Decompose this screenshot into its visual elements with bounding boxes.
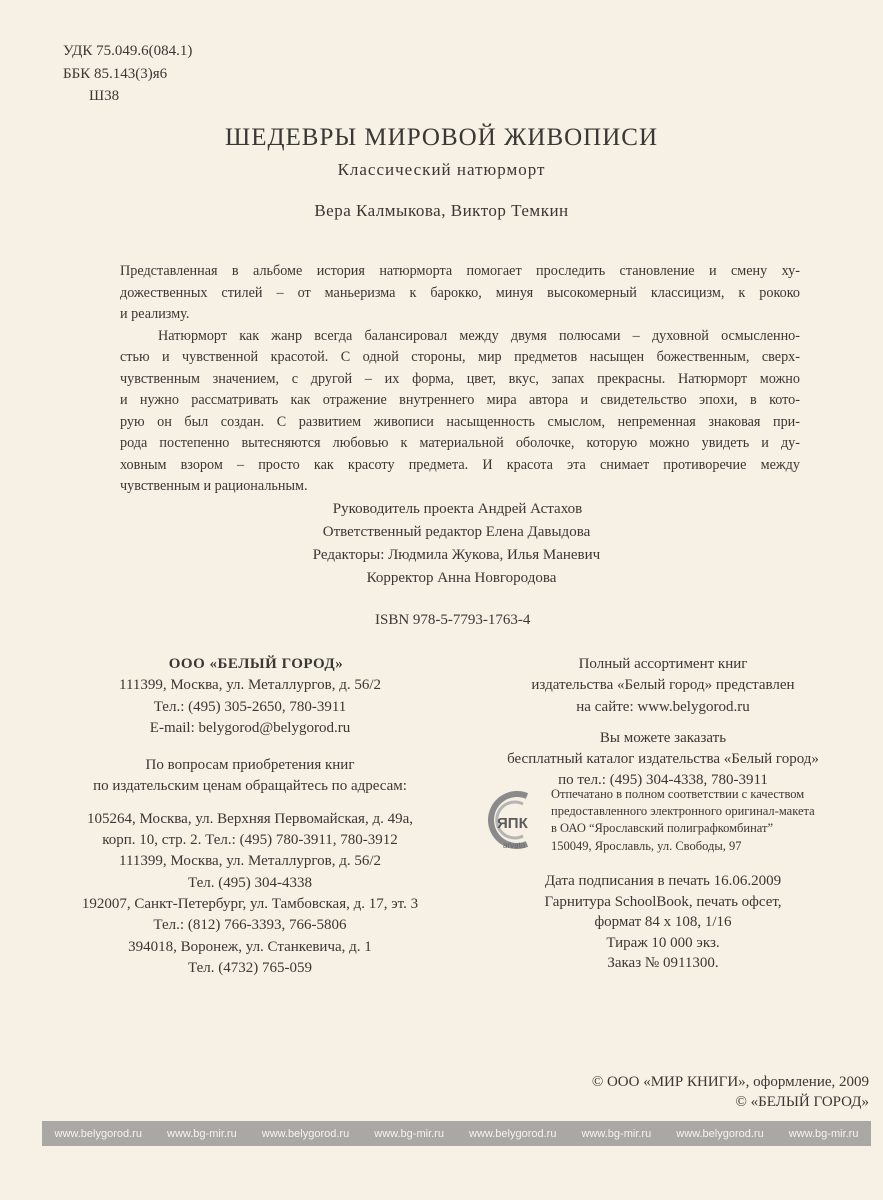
printing-text: [551, 786, 815, 855]
annotation-line: рую он был создан. С развитием живописи насыщенность смыслом, непременная знаковая при-: [120, 413, 800, 430]
annotation: [120, 261, 800, 498]
annotation-line: дожественных стилей – от маньеризма к барокко, минуя высокомерный классицизм, к рококо: [120, 284, 800, 301]
footer-link[interactable]: www.belygorod.ru: [54, 1127, 142, 1140]
store-address-line: 105264, Москва, ул. Верхняя Первомайская, д. 49а,: [87, 810, 413, 827]
bbk-code: ББК 85.143(3)я6: [63, 65, 168, 82]
copyright-line: © ООО «МИР КНИГИ», оформление, 2009: [591, 1074, 869, 1090]
purchase-intro-line: по издательским ценам обращайтесь по адресам:: [93, 778, 407, 795]
publisher-email: E-mail: belygorod@belygorod.ru: [149, 719, 351, 736]
footer-link[interactable]: www.belygorod.ru: [676, 1127, 764, 1140]
footer-link[interactable]: www.bg-mir.ru: [374, 1127, 444, 1140]
footer-link[interactable]: www.bg-mir.ru: [167, 1127, 237, 1140]
annotation-line: рода постепенно вытесняются любовью к материальной оболочке, которую можно увидеть и ду-: [120, 435, 800, 451]
annotation-line: ховным взором – просто как красоту предмета. И красота эта снимает противоречие между: [120, 456, 800, 473]
imprint-line: Тираж 10 000 экз.: [606, 934, 720, 951]
footer-links-bar: [42, 1121, 871, 1146]
annotation-paragraph-1: [120, 261, 800, 326]
printing-line: 150049, Ярославль, ул. Свободы, 97: [551, 838, 742, 853]
classification-codes: [63, 40, 192, 108]
imprint-line: Дата подписания в печать 16.06.2009: [544, 873, 782, 889]
book-subtitle: Классический натюрморт: [337, 160, 546, 179]
proofreader: Корректор Анна Новгородова: [366, 570, 557, 586]
publisher-phone: Тел.: (495) 305-2650, 780-3911: [153, 698, 347, 715]
annotation-line: Натюрморт как жанр всегда балансировал между двумя полюсами – духовной осмысленно-: [158, 327, 800, 344]
imprint-line: Гарнитура SchoolBook, печать офсет,: [544, 893, 782, 910]
copyright: [473, 1072, 869, 1112]
editors: Редакторы: Людмила Жукова, Илья Маневич: [312, 547, 601, 563]
printer-logo-subtext: arvato: [503, 841, 526, 850]
store-address-line: 192007, Санкт-Петербург, ул. Тамбовская, д. 17, эт. 3: [81, 895, 419, 912]
credits: [0, 498, 883, 590]
project-lead: Руководитель проекта Андрей Астахов: [332, 501, 583, 517]
assortment-line: Полный ассортимент книг: [578, 656, 748, 672]
footer-link[interactable]: www.belygorod.ru: [469, 1127, 557, 1140]
isbn: ISBN 978-5-7793-1763-4: [375, 612, 531, 628]
annotation-line: и реализму.: [120, 306, 190, 322]
imprint-line: Заказ № 0911300.: [607, 955, 719, 971]
copyright-line: © «БЕЛЫЙ ГОРОД»: [735, 1094, 869, 1110]
printing-line: предоставленного электронного оригинал-макета: [551, 804, 815, 819]
imprint-line: формат 84 х 108, 1/16: [594, 914, 732, 930]
order-line: по тел.: (495) 304-4338, 780-3911: [558, 772, 768, 789]
printing-line: в ОАО “Ярославский полиграфкомбинат”: [551, 821, 774, 836]
assortment-line: издательства «Белый город» представлен: [531, 677, 795, 694]
printing-line: Отпечатано в полном соответствии с качеством: [551, 787, 805, 801]
store-address-line: Тел.: (812) 766-3393, 766-5806: [153, 917, 347, 934]
publisher-name: ООО «БЕЛЫЙ ГОРОД»: [168, 656, 344, 672]
publisher-contacts: [48, 654, 452, 979]
book-authors: Вера Калмыкова, Виктор Темкин: [314, 201, 569, 220]
printer-logo-icon: [483, 788, 545, 852]
order-line: Вы можете заказать: [599, 729, 727, 746]
footer-link[interactable]: www.bg-mir.ru: [788, 1127, 859, 1140]
annotation-line: чувственным и рациональным.: [120, 478, 308, 494]
order-line: бесплатный каталог издательства «Белый город»: [507, 751, 819, 768]
assortment-line: на сайте: www.belygorod.ru: [576, 698, 750, 715]
store-address-line: Тел. (495) 304-4338: [188, 874, 312, 891]
book-title: ШЕДЕВРЫ МИРОВОЙ ЖИВОПИСИ: [224, 124, 659, 151]
imprint-details: [473, 871, 853, 974]
purchase-intro-line: По вопросам приобретения книг: [145, 757, 355, 774]
store-address-line: корп. 10, стр. 2. Тел.: (495) 780-3911, 780-3912: [102, 832, 398, 849]
annotation-line: Представленная в альбоме история натюрморта помогает проследить становление и смену ху-: [120, 263, 800, 279]
footer-link[interactable]: www.bg-mir.ru: [581, 1127, 652, 1140]
printer-logo-text: ЯПК: [497, 815, 528, 832]
annotation-paragraph-2: [120, 326, 800, 498]
annotation-line: и нужно рассматривать как отражение внутреннего мира автора и свидетельство эпохи, в кото-: [120, 392, 800, 408]
catalog-info: [473, 654, 853, 792]
udk-code: УДК 75.049.6(084.1): [63, 43, 193, 59]
footer-link[interactable]: www.belygorod.ru: [261, 1127, 350, 1140]
chief-editor: Ответственный редактор Елена Давыдова: [322, 524, 591, 540]
publisher-address: 111399, Москва, ул. Металлургов, д. 56/2: [119, 677, 381, 694]
annotation-line: чувственным значением, с другой – их форма, цвет, вкус, запах прекрасны. Натюрморт можно: [120, 370, 800, 387]
store-address-line: 111399, Москва, ул. Металлургов, д. 56/2: [119, 853, 381, 870]
author-mark-code: Ш38: [89, 88, 120, 104]
annotation-line: стью и чувственной красотой. С одной стороны, мир предметов насыщен божественным, сверх-: [120, 349, 800, 365]
store-address-line: 394018, Воронеж, ул. Станкевича, д. 1: [128, 938, 372, 955]
store-address-line: Тел. (4732) 765-059: [188, 959, 312, 976]
